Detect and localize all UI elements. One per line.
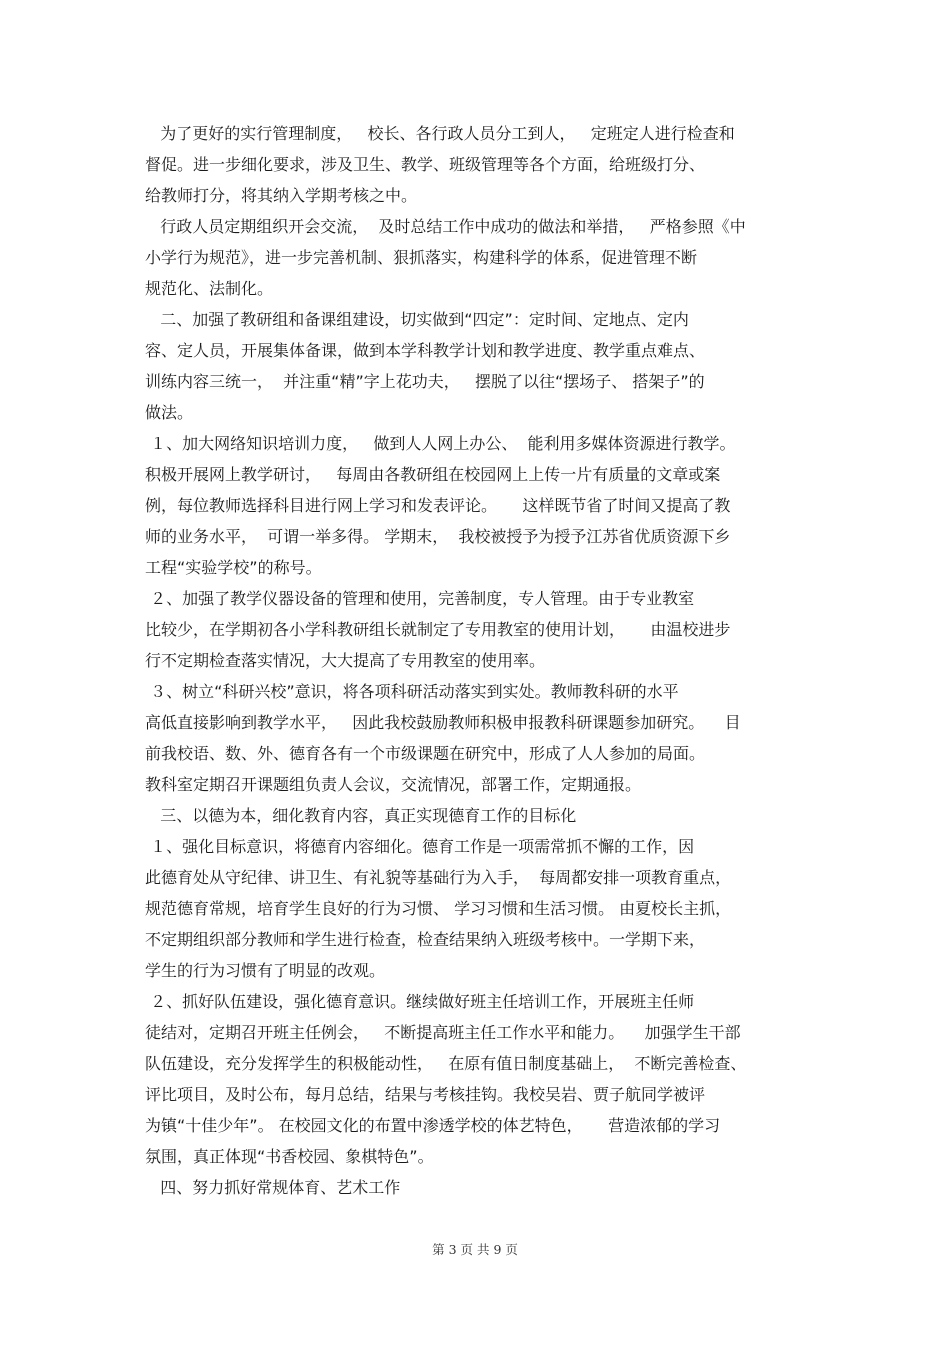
text-line: 前我校语、数、外、德育各有一个市级课题在研究中，形成了人人参加的局面。 (145, 744, 706, 763)
text-line: 四、努力抓好常规体育、艺术工作 (145, 1178, 401, 1197)
text-line: 行政人员定期组织开会交流， 及时总结工作中成功的做法和举措， 严格参照《中 (145, 217, 746, 236)
text-line: 徒结对，定期召开班主任例会， 不断提高班主任工作水平和能力。 加强学生干部 (145, 1023, 741, 1042)
text-line: 为镇“十佳少年”。 在校园文化的布置中渗透学校的体艺特色， 营造浓郁的学习 (145, 1116, 721, 1135)
text-line: ２、抓好队伍建设，强化德育意识。继续做好班主任培训工作，开展班主任师 (145, 992, 695, 1011)
text-line: 为了更好的实行管理制度， 校长、各行政人员分工到人， 定班定人进行检查和 (145, 124, 735, 143)
text-line: 不定期组织部分教师和学生进行检查，检查结果纳入班级考核中。一学期下来， (145, 930, 706, 949)
text-line: 工程“实验学校”的称号。 (145, 558, 322, 577)
text-line: ２、加强了教学仪器设备的管理和使用，完善制度，专人管理。由于专业教室 (145, 589, 695, 608)
document-body (145, 118, 825, 1203)
text-line: １、强化目标意识，将德育内容细化。德育工作是一项需常抓不懈的工作，因 (145, 837, 695, 856)
page-footer: 第 3 页 共 9 页 (432, 1242, 518, 1257)
text-line: 训练内容三统一， 并注重“精”字上花功夫， 摆脱了以往“摆场子、 搭架子”的 (145, 372, 705, 391)
text-line: 此德育处从守纪律、讲卫生、有礼貌等基础行为入手， 每周都安排一项教育重点， (145, 868, 732, 887)
text-line: 三、以德为本，细化教育内容，真正实现德育工作的目标化 (145, 806, 577, 825)
text-line: １、加大网络知识培训力度， 做到人人网上办公、 能利用多媒体资源进行教学。 (145, 434, 736, 453)
text-line: 容、定人员，开展集体备课，做到本学科教学计划和教学进度、教学重点难点、 (145, 341, 706, 360)
text-line: 比较少，在学期初各小学科教研组长就制定了专用教室的使用计划， 由温校进步 (145, 620, 731, 639)
text-line: 队伍建设，充分发挥学生的积极能动性， 在原有值日制度基础上， 不断完善检查、 (145, 1054, 747, 1073)
text-line: 积极开展网上教学研讨， 每周由各教研组在校园网上上传一片有质量的文章或案 (145, 465, 721, 484)
text-line: 高低直接影响到教学水平， 因此我校鼓励教师积极申报教科研课题参加研究。 目 (145, 713, 741, 732)
text-line: 学生的行为习惯有了明显的改观。 (145, 961, 386, 980)
text-line: 给教师打分，将其纳入学期考核之中。 (145, 186, 418, 205)
text-line: 做法。 (145, 403, 194, 422)
text-line: 规范德育常规，培育学生良好的行为习惯、 学习习惯和生活习惯。 由夏校长主抓， (145, 899, 732, 918)
text-line: 行不定期检查落实情况，大大提高了专用教室的使用率。 (145, 651, 546, 670)
text-line: 规范化、法制化。 (145, 279, 274, 298)
text-line: 二、加强了教研组和备课组建设，切实做到“四定”：定时间、定地点、定内 (145, 310, 689, 329)
text-line: 师的业务水平， 可谓一举多得。 学期末， 我校被授予为授予江苏省优质资源下乡 (145, 527, 731, 546)
text-line: 评比项目，及时公布，每月总结，结果与考核挂钩。我校吴岩、贾子航同学被评 (145, 1085, 706, 1104)
text-line: 小学行为规范》，进一步完善机制、狠抓落实，构建科学的体系，促进管理不断 (145, 248, 698, 267)
text-line: 教科室定期召开课题组负责人会议，交流情况，部署工作，定期通报。 (145, 775, 642, 794)
text-line: ３、树立“科研兴校”意识，将各项科研活动落实到实处。教师教科研的水平 (145, 682, 679, 701)
text-line: 督促。进一步细化要求，涉及卫生、教学、班级管理等各个方面，给班级打分、 (145, 155, 706, 174)
text-line: 例，每位教师选择科目进行网上学习和发表评论。 这样既节省了时间又提高了教 (145, 496, 731, 515)
text-line: 氛围，真正体现“书香校园、象棋特色”。 (145, 1147, 434, 1166)
